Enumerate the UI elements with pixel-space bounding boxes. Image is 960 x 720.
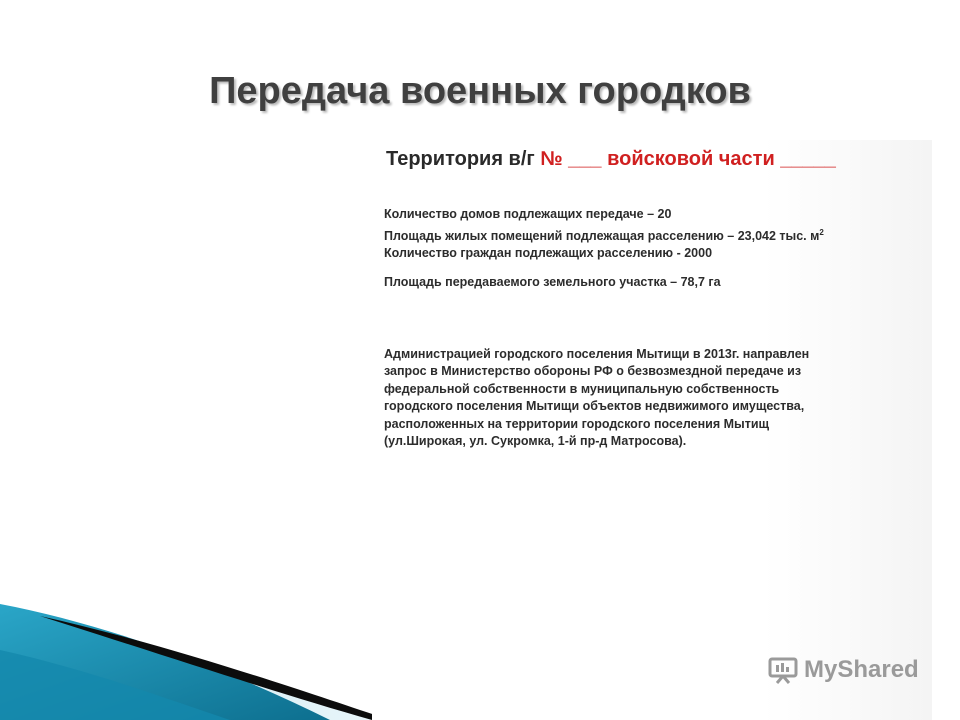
watermark-text: MyShared: [804, 656, 919, 683]
watermark: [768, 655, 919, 685]
paragraph-line: федеральной собственности в муниципальную собственность: [384, 381, 780, 396]
paragraph-line: Администрацией городского поселения Мытищи в 2013г. направлен: [384, 347, 810, 361]
stat-area: Площадь жилых помещений подлежащая расселению – 23,042 тыс. $м^2$: [384, 227, 824, 243]
territory-heading: [386, 148, 836, 171]
stats-block: [384, 206, 824, 263]
paragraph-line: запрос в Министерство обороны РФ о безвозмездной передаче из: [384, 364, 802, 379]
slide-title: Передача военных городков: [209, 70, 751, 112]
stat-houses: Количество домов подлежащих передаче – 20: [384, 207, 672, 221]
paragraph-line: (ул.Широкая, ул. Сукромка, 1-й пр-д Матросова).: [384, 434, 687, 449]
paragraph-line: городского поселения Мытищи объектов недвижимого имущества,: [384, 399, 805, 414]
paragraph-line: расположенных на территории городского поселения Мытищ: [384, 416, 770, 431]
heading-part-2: № ___ войсковой части _____: [540, 148, 836, 170]
land-area-line: Площадь передаваемого земельного участка – 78,7 га: [384, 275, 721, 289]
heading-part-1: Территория в/г: [386, 148, 541, 170]
stat-citizens: Количество граждан подлежащих расселению - 2000: [384, 246, 713, 261]
presentation-board-icon: [768, 655, 798, 685]
unit-superscript: 2: [819, 227, 824, 237]
administration-paragraph: [384, 346, 904, 450]
